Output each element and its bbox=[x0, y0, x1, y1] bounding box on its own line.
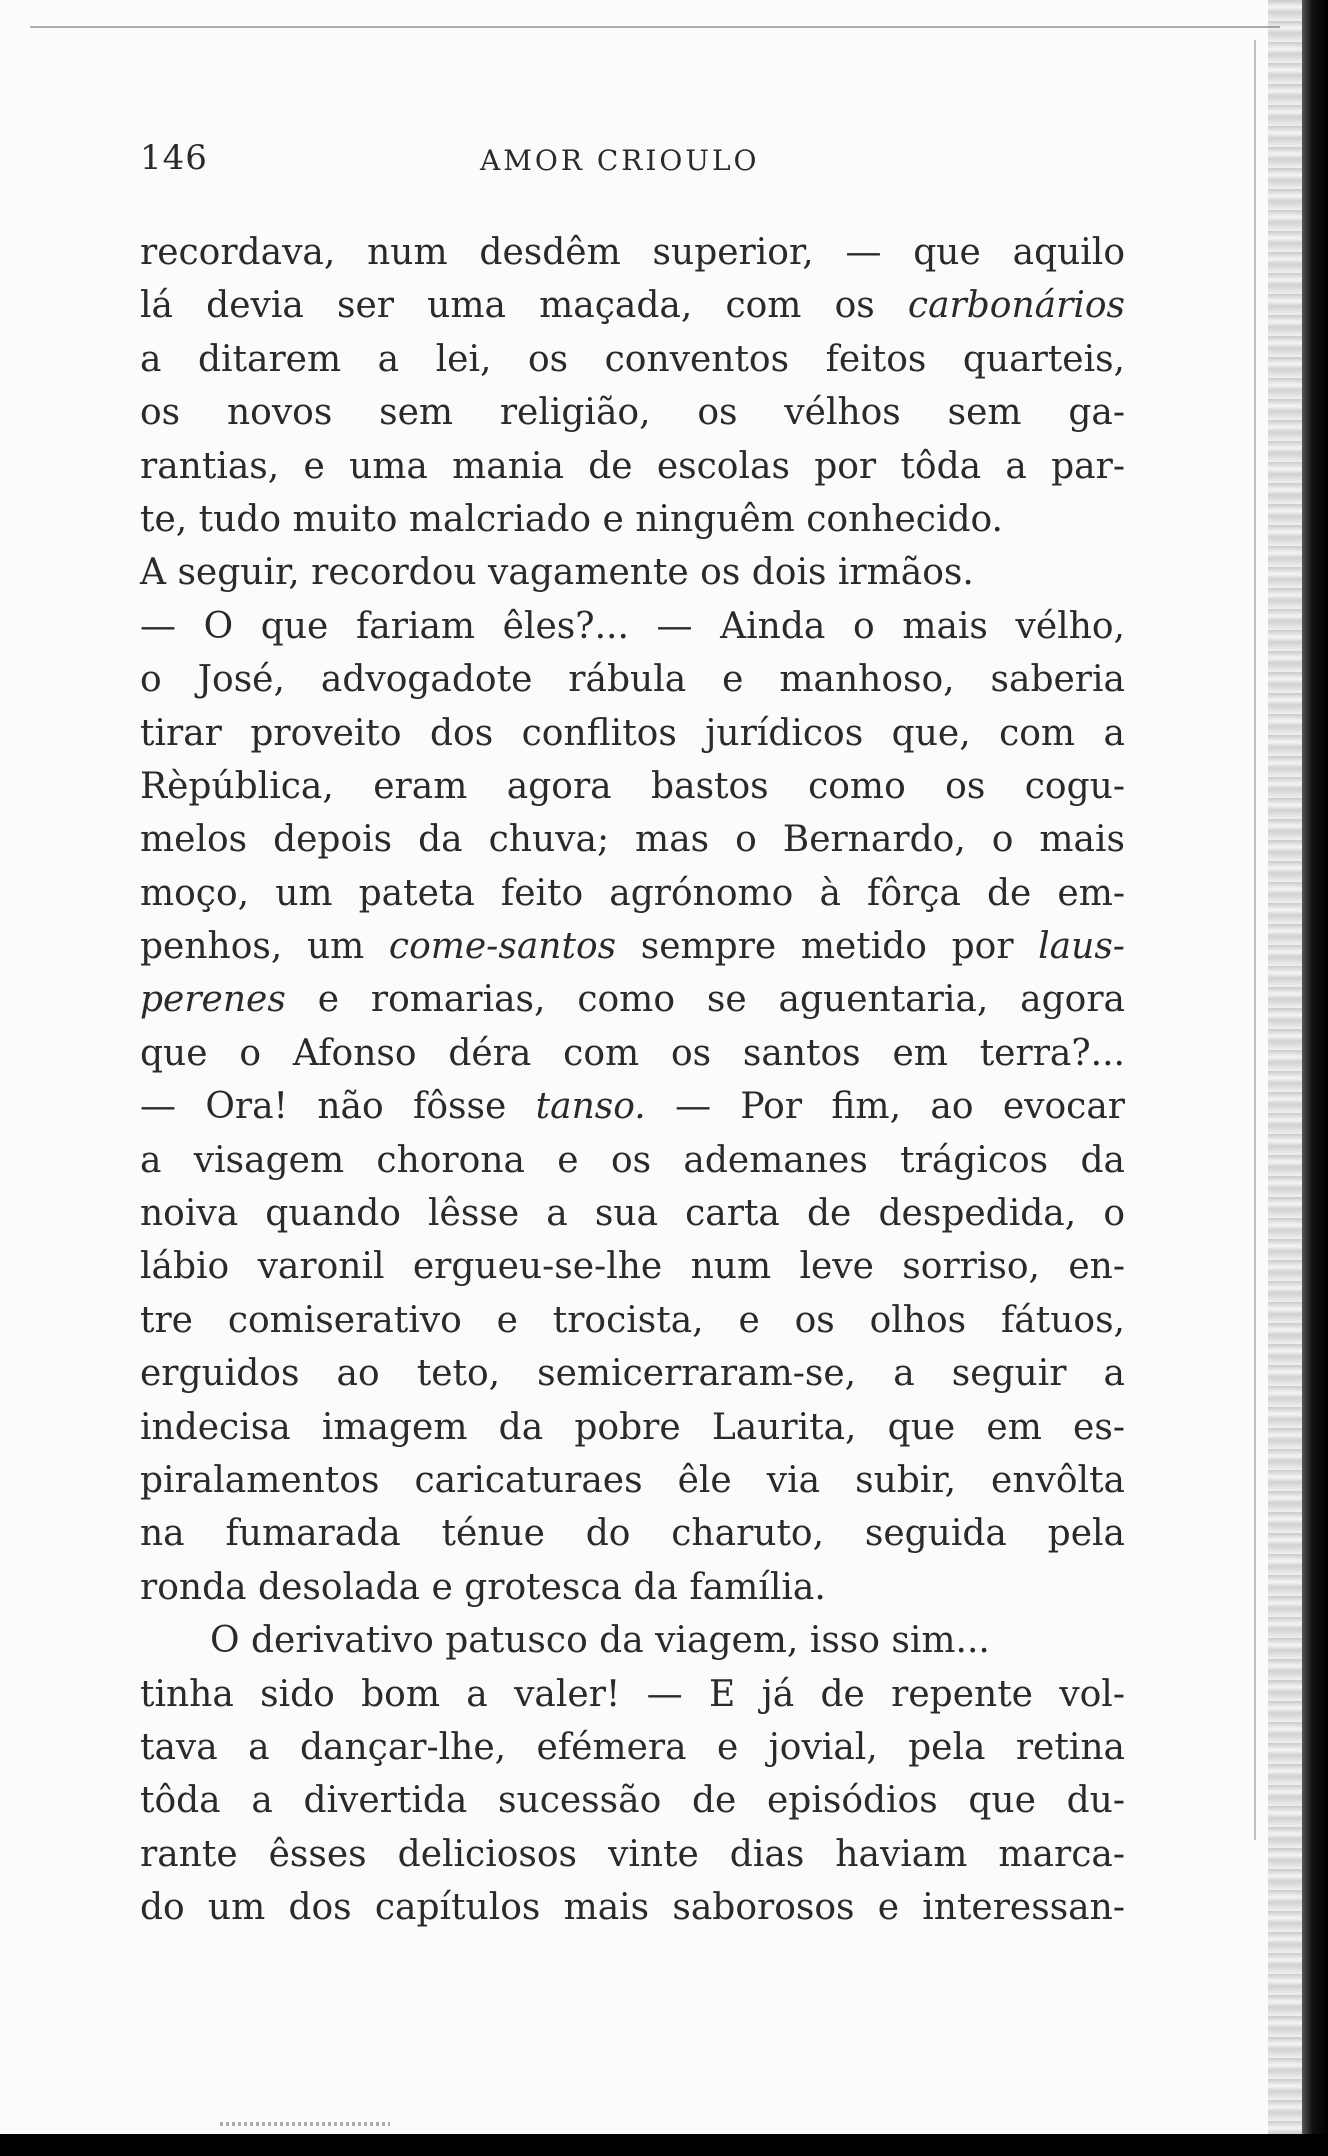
text-segment: e romarias, como se aguentaria, agora bbox=[285, 979, 1125, 1021]
text-line bbox=[140, 546, 1125, 599]
text-line bbox=[140, 1561, 1125, 1614]
text-line bbox=[140, 1721, 1125, 1774]
text-line bbox=[140, 226, 1125, 279]
text-line bbox=[140, 1614, 1125, 1667]
text-segment: lábio varonil ergueu-se-lhe num leve sorriso, en- bbox=[140, 1246, 1125, 1288]
text-segment: — Ora! não fôsse bbox=[140, 1086, 536, 1128]
text-line bbox=[140, 333, 1125, 386]
text-segment: noiva quando lêsse a sua carta de despedida, o bbox=[140, 1193, 1125, 1235]
text-line bbox=[140, 1347, 1125, 1400]
running-title: AMOR CRIOULO bbox=[480, 144, 760, 177]
text-segment: o José, advogadote rábula e manhoso, saberia bbox=[140, 659, 1125, 701]
text-segment: piralamentos caricaturaes êle via subir, envôlta bbox=[140, 1459, 1125, 1501]
text-segment: — Por fim, ao evocar bbox=[645, 1086, 1126, 1128]
text-segment: melos depois da chuva; mas o Bernardo, o mais bbox=[140, 819, 1125, 861]
right-book-edge bbox=[1302, 0, 1328, 2156]
text-segment: penhos, um bbox=[140, 926, 389, 968]
body-text bbox=[140, 226, 1125, 1935]
text-segment: moço, um pateta feito agrónomo à fôrça de em- bbox=[140, 872, 1125, 914]
text-segment: — O que fariam êles?... — Ainda o mais vélho, bbox=[140, 605, 1125, 647]
italic-text: tanso. bbox=[535, 1086, 646, 1128]
text-segment: rantias, e uma mania de escolas por tôda a par- bbox=[140, 445, 1125, 487]
text-segment: na fumarada ténue do charuto, seguida pela bbox=[140, 1513, 1125, 1555]
italic-text: perenes bbox=[140, 979, 286, 1021]
page-header bbox=[140, 138, 1120, 182]
text-segment: tinha sido bom a valer! — E já de repente vol- bbox=[140, 1673, 1125, 1715]
text-segment: ronda desolada e grotesca da família. bbox=[140, 1566, 826, 1608]
binding-line bbox=[1254, 40, 1256, 1840]
text-segment: recordava, num desdêm superior, — que aquilo bbox=[140, 232, 1125, 273]
page-number: 146 bbox=[140, 138, 208, 178]
text-line bbox=[140, 493, 1125, 546]
text-line bbox=[140, 600, 1125, 653]
text-segment: tava a dançar-lhe, efémera e jovial, pela retina bbox=[140, 1726, 1125, 1768]
text-line bbox=[140, 1881, 1125, 1934]
bottom-smudge bbox=[220, 2122, 390, 2126]
italic-text: carbonários bbox=[907, 285, 1125, 327]
text-segment: rante êsses deliciosos vinte dias haviam marca- bbox=[140, 1833, 1125, 1875]
text-line bbox=[140, 1401, 1125, 1454]
text-line bbox=[140, 1507, 1125, 1560]
text-line bbox=[140, 1828, 1125, 1881]
text-segment: tre comiserativo e trocista, e os olhos fátuos, bbox=[140, 1299, 1125, 1341]
top-page-edge bbox=[30, 26, 1280, 28]
italic-text: laus- bbox=[1038, 926, 1125, 968]
binding-shadow bbox=[1268, 0, 1302, 2156]
text-line bbox=[140, 1240, 1125, 1293]
text-segment: a ditarem a lei, os conventos feitos quarteis, bbox=[140, 338, 1125, 380]
text-segment: Rèpública, eram agora bastos como os cogu- bbox=[140, 765, 1125, 807]
text-segment: sempre metido por bbox=[616, 926, 1039, 968]
text-line bbox=[140, 1027, 1125, 1080]
text-segment: erguidos ao teto, semicerraram-se, a seguir a bbox=[140, 1353, 1125, 1395]
text-segment: tirar proveito dos conflitos jurídicos que, com a bbox=[140, 712, 1125, 754]
text-segment: os novos sem religião, os vélhos sem ga- bbox=[140, 392, 1125, 434]
text-segment: A seguir, recordou vagamente os dois irmãos. bbox=[140, 552, 974, 594]
text-line bbox=[140, 973, 1125, 1026]
italic-text: come-santos bbox=[388, 926, 617, 968]
text-segment: lá devia ser uma maçada, com os bbox=[140, 285, 908, 327]
text-line bbox=[140, 813, 1125, 866]
bottom-book-edge bbox=[0, 2134, 1328, 2156]
text-line bbox=[140, 1134, 1125, 1187]
text-line bbox=[140, 760, 1125, 813]
text-line bbox=[140, 1294, 1125, 1347]
text-segment: O derivativo patusco da viagem, isso sim... bbox=[210, 1620, 990, 1662]
text-segment: indecisa imagem da pobre Laurita, que em es- bbox=[140, 1406, 1125, 1448]
text-line bbox=[140, 279, 1125, 332]
text-segment: tôda a divertida sucessão de episódios que du- bbox=[140, 1780, 1125, 1822]
text-line bbox=[140, 386, 1125, 439]
text-line bbox=[140, 920, 1125, 973]
text-line bbox=[140, 707, 1125, 760]
text-line bbox=[140, 1080, 1125, 1133]
text-line bbox=[140, 653, 1125, 706]
text-segment: te, tudo muito malcriado e ninguêm conhecido. bbox=[140, 498, 1003, 540]
text-segment: a visagem chorona e os ademanes trágicos da bbox=[140, 1139, 1125, 1181]
text-line bbox=[140, 1774, 1125, 1827]
text-line bbox=[140, 1187, 1125, 1240]
text-line bbox=[140, 867, 1125, 920]
text-line bbox=[140, 440, 1125, 493]
text-line bbox=[140, 1454, 1125, 1507]
text-segment: do um dos capítulos mais saborosos e interessan- bbox=[140, 1887, 1125, 1929]
text-line bbox=[140, 1668, 1125, 1721]
text-segment: que o Afonso déra com os santos em terra?... bbox=[140, 1032, 1125, 1074]
